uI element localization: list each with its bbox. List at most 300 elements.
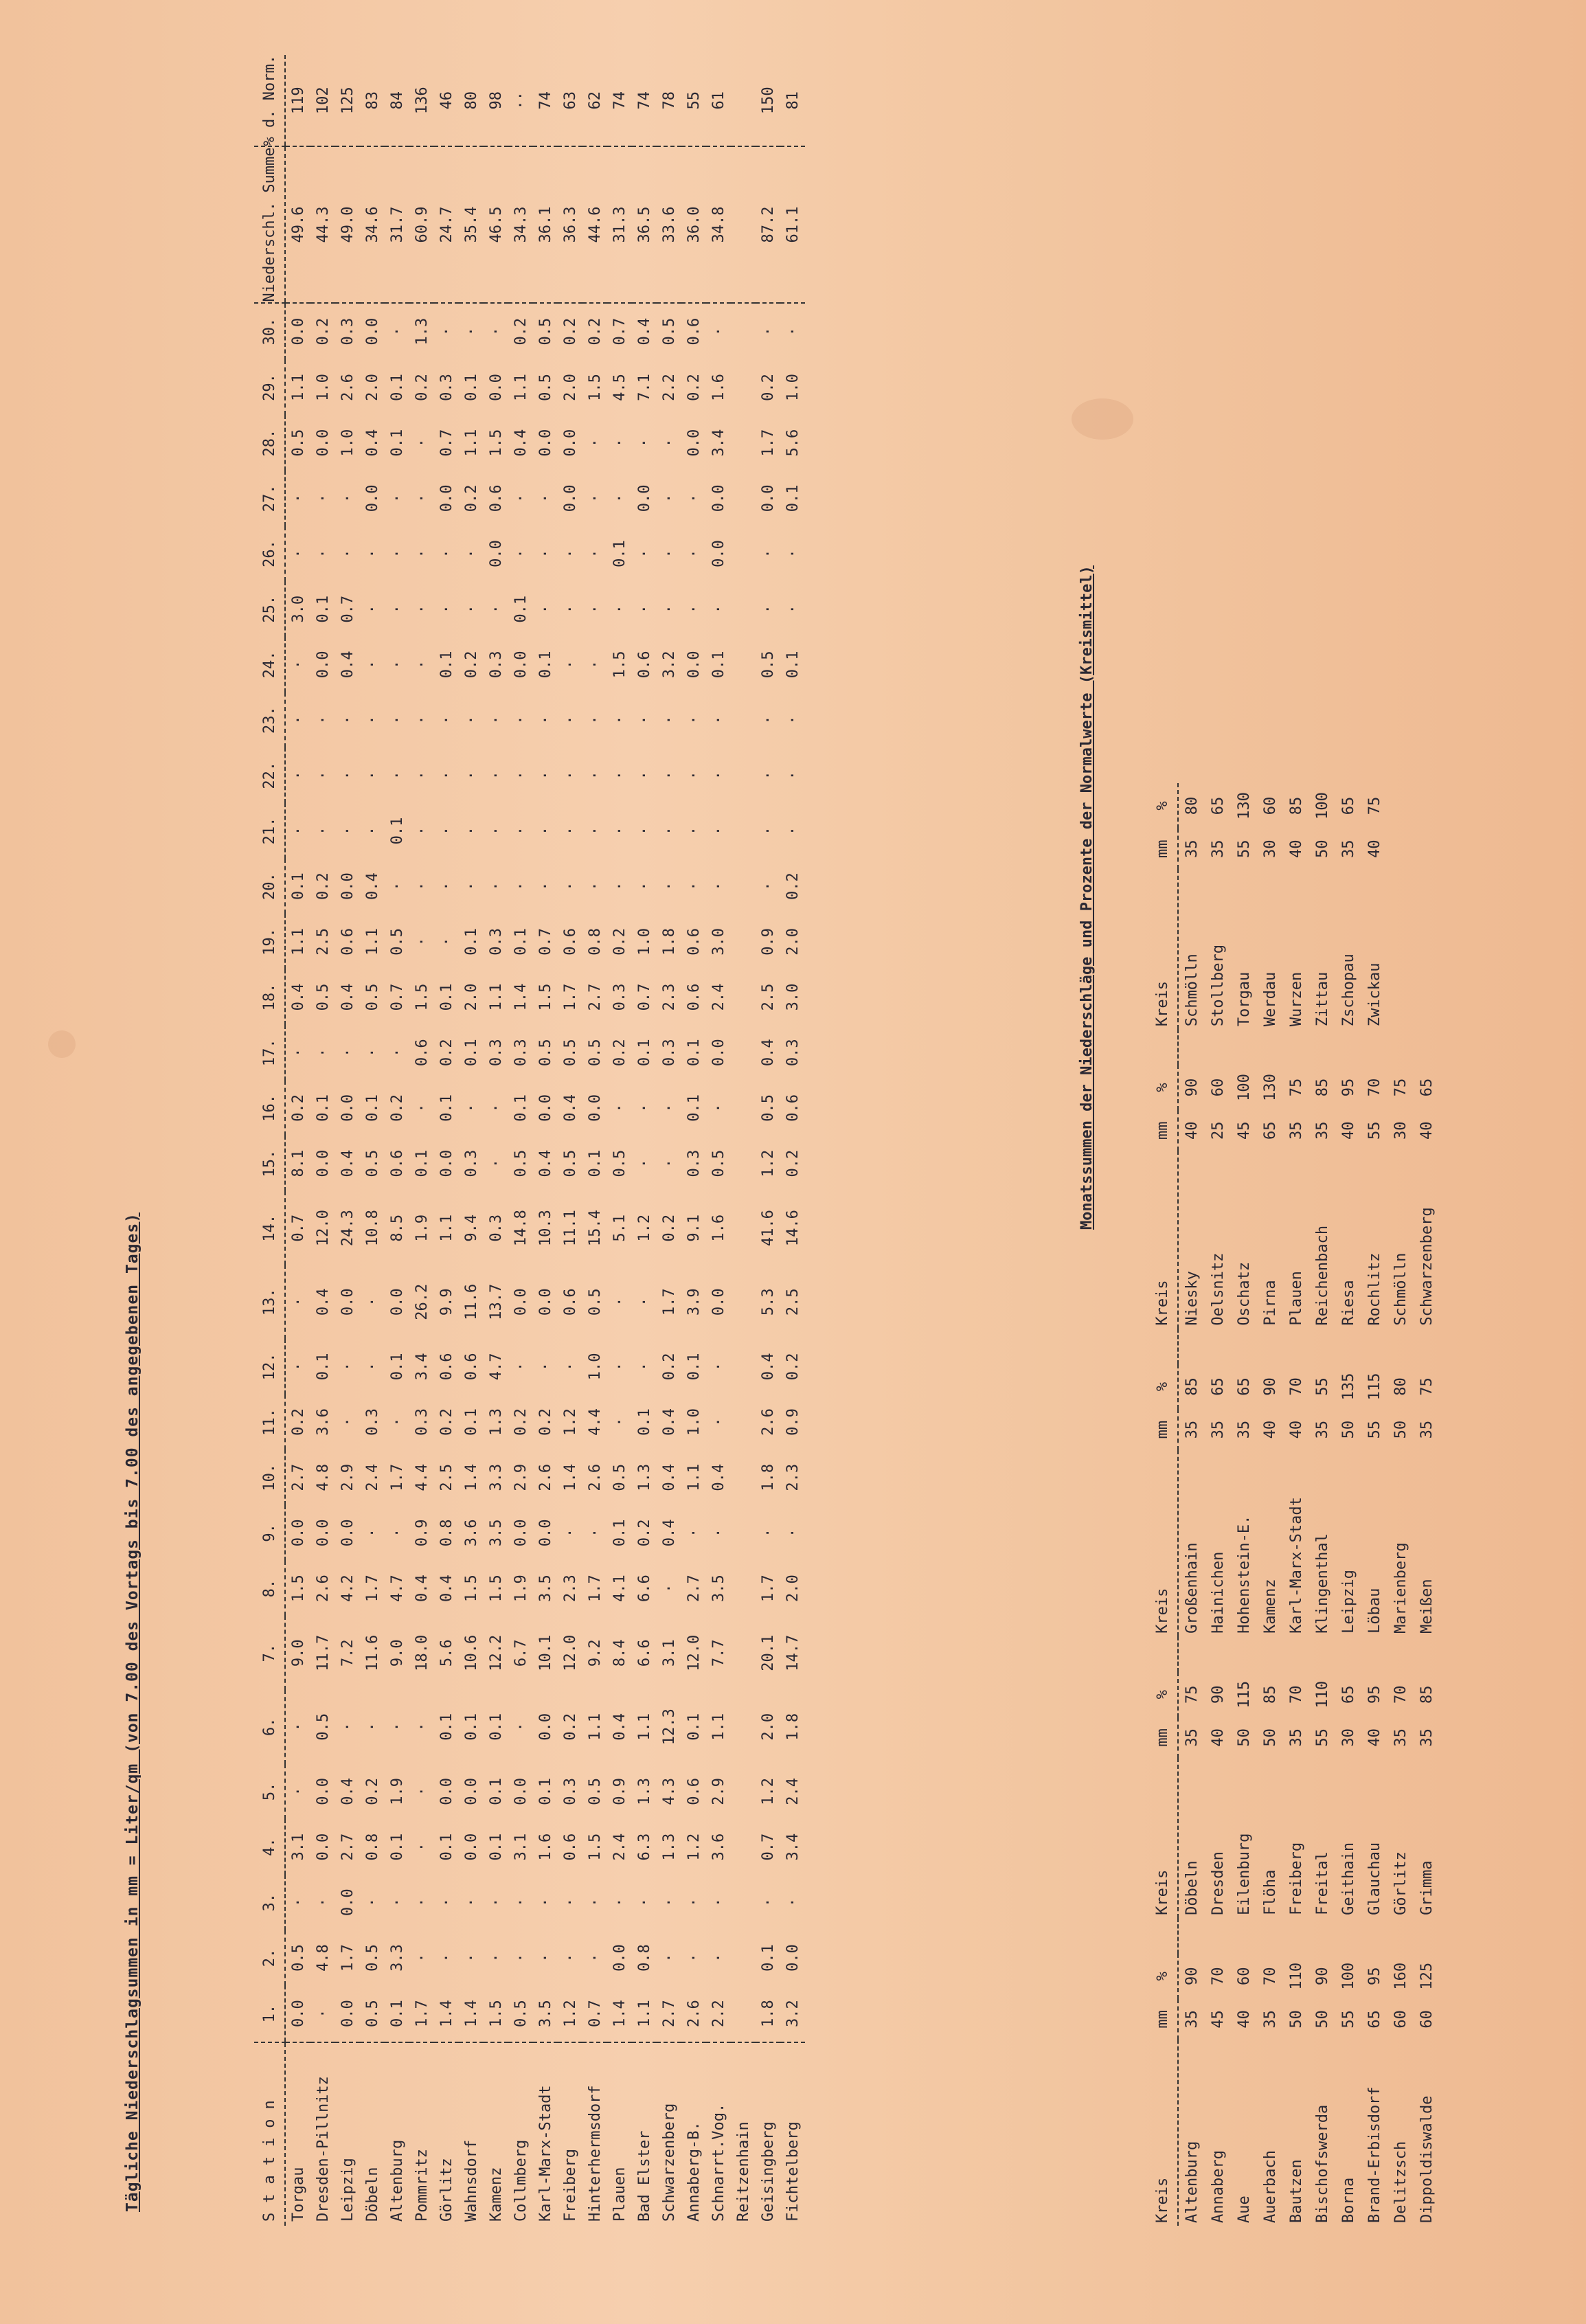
column-gap — [1231, 1029, 1257, 1065]
daily-value: · — [611, 715, 628, 725]
daily-value: 0.1 — [635, 1408, 653, 1436]
station-name: Geisingberg — [756, 2042, 780, 2226]
daily-value — [731, 1561, 756, 1616]
kreis-mm: 55 — [1339, 2010, 1357, 2029]
kreis-mm: 35 — [1287, 1121, 1305, 1140]
daily-value: 0.4 — [611, 1713, 628, 1741]
daily-value: 0.9 — [784, 1408, 802, 1436]
daily-value: 0.1 — [388, 429, 406, 457]
daily-value: 1.8 — [660, 927, 678, 956]
kreis-name: Eilenburg — [1235, 1833, 1253, 1915]
daily-value: 0.1 — [438, 1833, 455, 1861]
daily-value: · — [536, 771, 554, 780]
daily-value: · — [339, 1417, 356, 1427]
daily-value: 7.2 — [339, 1639, 356, 1667]
station-row — [582, 55, 607, 2226]
kreis-mm: 30 — [1261, 839, 1279, 858]
kreis-mm: 35 — [1261, 2010, 1279, 2029]
kreis-name: Dippoldiswalde — [1418, 2095, 1436, 2223]
station-row — [285, 55, 310, 2226]
daily-value: 0.0 — [487, 374, 505, 401]
kreis-name: Geithain — [1339, 1842, 1357, 1915]
daily-value: · — [388, 1722, 406, 1732]
kreis-name: Borna — [1339, 2177, 1357, 2223]
kreis-mm: 35 — [1209, 839, 1227, 858]
daily-value: · — [388, 549, 406, 559]
daily-value: 0.2 — [314, 317, 332, 346]
daily-value: · — [784, 1528, 802, 1538]
daily-value: 0.1 — [363, 1094, 381, 1122]
daily-value: 1.9 — [512, 1575, 530, 1602]
daily-value: 0.4 — [339, 1778, 356, 1805]
daily-value: · — [339, 493, 356, 503]
daily-value: 0.5 — [314, 1713, 332, 1741]
daily-value: 3.9 — [685, 1288, 703, 1316]
daily-value: 0.3 — [660, 1039, 678, 1067]
monthly-sum: 24.7 — [434, 146, 459, 302]
kreis-name: Pirna — [1261, 1280, 1279, 1326]
daily-value: 1.8 — [759, 2000, 777, 2028]
daily-value: 1.4 — [438, 2000, 455, 2028]
daily-value: 0.0 — [438, 484, 455, 512]
daily-value: 2.4 — [363, 1463, 381, 1491]
daily-value: · — [363, 1048, 381, 1057]
daily-value: 0.1 — [685, 1713, 703, 1741]
daily-value: · — [784, 715, 802, 725]
kreis-name: Löbau — [1366, 1588, 1383, 1634]
daily-value: 10.8 — [363, 1210, 381, 1247]
kreis-percent: 85 — [1261, 1685, 1279, 1704]
monthly-table-header — [1147, 783, 1178, 2226]
kreis-percent: 65 — [1209, 796, 1227, 815]
daily-value: · — [685, 715, 703, 725]
daily-value: 3.4 — [413, 1353, 431, 1381]
daily-value: · — [660, 605, 678, 614]
daily-value: 1.1 — [512, 374, 530, 401]
daily-value: · — [363, 659, 381, 669]
column-gap — [1387, 1329, 1414, 1364]
daily-value: · — [586, 438, 604, 448]
kreis-mm: 40 — [1287, 1420, 1305, 1439]
daily-value: 0.3 — [413, 1408, 431, 1436]
daily-value: · — [487, 826, 505, 836]
percent-of-normal: 83 — [360, 55, 385, 146]
daily-value: 0.0 — [784, 1944, 802, 1972]
percent-of-normal: 150 — [756, 55, 780, 146]
daily-value: 0.5 — [586, 1778, 604, 1805]
daily-value: · — [388, 326, 406, 337]
daily-value: 0.1 — [784, 484, 802, 512]
daily-value: 1.7 — [660, 1288, 678, 1316]
daily-value: 0.0 — [512, 1778, 530, 1805]
station-name: Collmberg — [508, 2042, 533, 2226]
day-column-header: 10. — [260, 1463, 278, 1491]
daily-value — [731, 1025, 756, 1081]
daily-value: 0.5 — [289, 429, 307, 457]
daily-value: 0.2 — [660, 1353, 678, 1381]
kreis-percent — [1414, 783, 1440, 828]
daily-value: · — [413, 1953, 431, 1963]
daily-value: 3.6 — [314, 1408, 332, 1436]
kreis-mm: 40 — [1366, 839, 1383, 858]
column-gap — [1231, 1918, 1257, 1954]
daily-value: · — [438, 715, 455, 725]
column-gap — [1335, 1918, 1361, 1954]
percent-column-header: % — [1147, 1065, 1178, 1110]
kreis-name: Marienberg — [1392, 1542, 1409, 1634]
kreis-mm: 35 — [1183, 1728, 1201, 1747]
daily-value: · — [438, 605, 455, 614]
daily-value: 1.4 — [561, 1463, 579, 1491]
station-row — [731, 55, 756, 2226]
daily-value — [731, 360, 756, 416]
station-row — [756, 55, 780, 2226]
daily-value: 0.4 — [339, 983, 356, 1011]
daily-value: · — [660, 1158, 678, 1169]
kreis-name: Karl-Marx-Stadt — [1287, 1497, 1305, 1634]
column-gap — [1361, 1918, 1387, 1954]
kreis-mm: 40 — [1339, 1121, 1357, 1140]
daily-value: · — [660, 438, 678, 448]
daily-value: 0.2 — [363, 1778, 381, 1805]
daily-value: · — [289, 1362, 307, 1371]
daily-value: · — [710, 881, 727, 891]
daily-value: 2.6 — [314, 1575, 332, 1602]
daily-value: 1.2 — [561, 1408, 579, 1436]
daily-value: 10.1 — [536, 1634, 554, 1671]
daily-value: · — [314, 1897, 332, 1907]
daily-value: · — [413, 438, 431, 448]
daily-value: 2.7 — [660, 2000, 678, 2028]
daily-value: 0.1 — [438, 1713, 455, 1741]
daily-value: · — [388, 771, 406, 780]
kreis-mm: 35 — [1183, 839, 1201, 858]
daily-value: · — [363, 549, 381, 559]
daily-value: 0.4 — [759, 1353, 777, 1381]
daily-value: · — [660, 826, 678, 836]
daily-value: · — [710, 1362, 727, 1371]
daily-value: · — [710, 605, 727, 614]
daily-value — [731, 415, 756, 471]
station-row — [360, 55, 385, 2226]
percent-of-normal: 125 — [335, 55, 360, 146]
kreis-percent: 130 — [1235, 792, 1253, 820]
kreis-mm: 50 — [1261, 1728, 1279, 1747]
column-gap — [1147, 1918, 1178, 1954]
sum-column-header: Niederschl. Summe — [254, 146, 285, 302]
daily-value: 0.5 — [561, 1149, 579, 1177]
daily-value: 1.0 — [314, 374, 332, 401]
daily-value: · — [710, 1528, 727, 1538]
kreis-mm: 55 — [1313, 1728, 1331, 1747]
kreis-mm: 35 — [1287, 1728, 1305, 1747]
daily-value: · — [388, 715, 406, 725]
daily-value: · — [438, 826, 455, 836]
kreis-mm: 35 — [1339, 839, 1357, 858]
daily-value: · — [710, 1103, 727, 1113]
station-name: Altenburg — [385, 2042, 409, 2226]
daily-value: 0.0 — [438, 1149, 455, 1177]
day-column-header: 27. — [260, 484, 278, 512]
daily-value: · — [561, 1362, 579, 1371]
station-name: Karl-Marx-Stadt — [533, 2042, 558, 2226]
daily-value: · — [710, 326, 727, 337]
daily-value: 2.2 — [710, 2000, 727, 2028]
daily-value: 0.4 — [710, 1463, 727, 1491]
monthly-sum: 36.0 — [681, 146, 706, 302]
daily-value: · — [339, 1362, 356, 1371]
daily-value: 0.0 — [314, 1778, 332, 1805]
kreis-name: Döbeln — [1183, 1860, 1201, 1915]
daily-value — [731, 1985, 756, 2042]
daily-value: · — [685, 493, 703, 503]
station-column-header: Station — [254, 2042, 285, 2226]
daily-value — [731, 1764, 756, 1820]
daily-value: 0.3 — [363, 1408, 381, 1436]
daily-value: · — [635, 826, 653, 836]
day-column-header: 18. — [260, 983, 278, 1011]
daily-value: 0.1 — [462, 927, 480, 956]
monthly-sum: 34.3 — [508, 146, 533, 302]
station-row — [657, 55, 681, 2226]
daily-value: 0.0 — [561, 429, 579, 457]
daily-value: 0.2 — [438, 1408, 455, 1436]
daily-value: 0.2 — [438, 1039, 455, 1067]
daily-value: 9.9 — [438, 1288, 455, 1316]
daily-value: · — [363, 1528, 381, 1538]
daily-value: 2.4 — [611, 1833, 628, 1861]
daily-value: 2.5 — [784, 1288, 802, 1316]
daily-value: 1.5 — [487, 429, 505, 457]
daily-value: 0.3 — [561, 1778, 579, 1805]
daily-value: 0.1 — [536, 1778, 554, 1805]
daily-value: 0.1 — [536, 651, 554, 679]
daily-value: 0.4 — [660, 1519, 678, 1547]
kreis-percent: 100 — [1235, 1074, 1253, 1101]
percent-of-normal: 63 — [558, 55, 582, 146]
daily-value: 0.0 — [314, 1519, 332, 1547]
daily-value: · — [512, 549, 530, 559]
daily-value: 0.7 — [289, 1214, 307, 1242]
daily-value: 3.0 — [289, 595, 307, 623]
kreis-percent: 60 — [1235, 1967, 1253, 1985]
kreis-mm: 40 — [1261, 1420, 1279, 1439]
daily-value: 0.4 — [413, 1575, 431, 1602]
daily-value: 3.1 — [512, 1833, 530, 1861]
daily-value: 3.0 — [710, 927, 727, 956]
daily-value: 0.3 — [462, 1149, 480, 1177]
daily-value: 0.0 — [314, 429, 332, 457]
daily-value: 1.7 — [759, 429, 777, 457]
daily-value: 14.7 — [784, 1634, 802, 1671]
daily-value: 1.0 — [685, 1408, 703, 1436]
daily-value: 14.8 — [512, 1210, 530, 1247]
kreis-percent: 65 — [1418, 1078, 1436, 1097]
kreis-name: Altenburg — [1183, 2141, 1201, 2223]
daily-value: · — [635, 771, 653, 780]
daily-value: · — [759, 826, 777, 836]
daily-value: 3.3 — [388, 1944, 406, 1972]
daily-value: 10.6 — [462, 1634, 480, 1671]
station-name: Wahnsdorf — [459, 2042, 484, 2226]
daily-value: 0.1 — [438, 1094, 455, 1122]
daily-value — [731, 637, 756, 692]
daily-value: 2.6 — [339, 374, 356, 401]
daily-value: · — [635, 1297, 653, 1307]
daily-value: · — [438, 326, 455, 337]
daily-value: · — [586, 493, 604, 503]
daily-value: 0.2 — [784, 1353, 802, 1381]
daily-value: · — [413, 1103, 431, 1113]
daily-value: 0.1 — [586, 1149, 604, 1177]
daily-value: 0.0 — [512, 651, 530, 679]
daily-value: · — [710, 715, 727, 725]
daily-value: · — [784, 1897, 802, 1907]
daily-value: · — [413, 1787, 431, 1796]
station-row — [632, 55, 657, 2226]
day-column-header: 12. — [260, 1353, 278, 1381]
daily-value: 3.2 — [660, 651, 678, 679]
daily-value: 0.6 — [685, 983, 703, 1011]
daily-value: 0.6 — [487, 484, 505, 512]
daily-value: 0.5 — [314, 983, 332, 1011]
monthly-totals-table — [1147, 783, 1440, 2226]
daily-value: · — [438, 881, 455, 891]
daily-value: 13.7 — [487, 1283, 505, 1320]
daily-value: · — [289, 715, 307, 725]
daily-value: 1.8 — [784, 1713, 802, 1741]
station-row — [409, 55, 434, 2226]
percent-column-header: % — [1147, 783, 1178, 828]
kreis-percent: 70 — [1209, 1967, 1227, 1985]
kreis-name: Aue — [1235, 2196, 1253, 2223]
daily-value: 1.7 — [388, 1463, 406, 1491]
day-column-header: 21. — [260, 817, 278, 845]
daily-value: · — [438, 1953, 455, 1963]
daily-value: 0.2 — [289, 1094, 307, 1122]
daily-value: · — [536, 881, 554, 891]
kreis-mm: 55 — [1366, 1121, 1383, 1140]
daily-value: 3.3 — [487, 1463, 505, 1491]
daily-value: 0.5 — [512, 2000, 530, 2028]
daily-value: 7.1 — [635, 374, 653, 401]
daily-value — [731, 1819, 756, 1875]
daily-value: 0.2 — [462, 484, 480, 512]
daily-value: · — [438, 549, 455, 559]
daily-value: · — [586, 826, 604, 836]
kreis-percent: 70 — [1392, 1685, 1409, 1704]
daily-value: 1.0 — [339, 429, 356, 457]
daily-value: · — [314, 493, 332, 503]
daily-value: · — [413, 493, 431, 503]
station-row — [706, 55, 731, 2226]
daily-value — [731, 1081, 756, 1136]
kreis-mm: 40 — [1287, 839, 1305, 858]
daily-value: · — [586, 549, 604, 559]
daily-value: · — [611, 1417, 628, 1427]
kreis-mm: 65 — [1261, 1121, 1279, 1140]
daily-value: 1.7 — [561, 983, 579, 1011]
daily-value: 1.0 — [586, 1353, 604, 1381]
kreis-mm: 35 — [1209, 1420, 1227, 1439]
kreis-name: Freiberg — [1287, 1842, 1305, 1915]
kreis-name: Annaberg — [1209, 2150, 1227, 2223]
daily-value: 0.0 — [685, 651, 703, 679]
daily-value: 2.3 — [561, 1575, 579, 1602]
column-gap — [1414, 1329, 1440, 1364]
daily-value: · — [685, 826, 703, 836]
daily-value: 1.1 — [438, 1214, 455, 1242]
daily-value: 20.1 — [759, 1634, 777, 1671]
kreis-mm: 55 — [1235, 839, 1253, 858]
daily-value: 0.0 — [710, 1288, 727, 1316]
daily-value: · — [413, 771, 431, 780]
daily-value: 0.1 — [388, 1353, 406, 1381]
daily-value: 0.6 — [339, 927, 356, 956]
daily-value: · — [611, 1362, 628, 1371]
daily-value: · — [314, 771, 332, 780]
daily-value: 0.0 — [462, 1778, 480, 1805]
daily-value: · — [710, 1897, 727, 1907]
daily-value: 0.3 — [487, 1214, 505, 1242]
daily-value: 0.2 — [759, 374, 777, 401]
daily-value: 1.7 — [339, 1944, 356, 1972]
daily-value: · — [685, 1528, 703, 1538]
station-name: Kamenz — [484, 2042, 508, 2226]
day-column-header: 1. — [260, 2004, 278, 2023]
daily-value: 2.7 — [339, 1833, 356, 1861]
daily-value: 6.6 — [635, 1575, 653, 1602]
daily-value: · — [660, 1103, 678, 1113]
daily-value: · — [660, 771, 678, 780]
kreis-percent: 60 — [1261, 796, 1279, 815]
daily-value: 1.4 — [462, 2000, 480, 2028]
daily-value — [731, 526, 756, 582]
column-gap — [1178, 1918, 1205, 1954]
daily-value: 0.1 — [314, 1094, 332, 1122]
daily-value: · — [586, 605, 604, 614]
daily-value: 0.4 — [635, 317, 653, 346]
percent-column-header: % d. Norm. — [254, 55, 285, 146]
daily-value — [731, 1449, 756, 1505]
daily-value: 11.6 — [363, 1634, 381, 1671]
daily-value: · — [759, 881, 777, 891]
day-column-header: 6. — [260, 1717, 278, 1737]
column-gap — [1361, 1329, 1387, 1364]
column-gap — [1387, 1636, 1414, 1672]
daily-value: 0.9 — [413, 1519, 431, 1547]
daily-value: · — [611, 493, 628, 503]
percent-of-normal: 74 — [533, 55, 558, 146]
station-name: Leipzig — [335, 2042, 360, 2226]
daily-value: · — [685, 1897, 703, 1907]
day-column-header: 29. — [260, 374, 278, 401]
daily-value: · — [512, 1953, 530, 1963]
kreis-percent: 85 — [1313, 1078, 1331, 1097]
daily-value: 6.7 — [512, 1639, 530, 1667]
daily-value: · — [635, 549, 653, 559]
daily-value: · — [462, 826, 480, 836]
daily-value: · — [611, 1897, 628, 1907]
daily-value: · — [289, 1722, 307, 1732]
column-gap — [1283, 1918, 1309, 1954]
daily-value: 0.1 — [462, 1408, 480, 1436]
daily-value: 0.5 — [710, 1149, 727, 1177]
daily-value: · — [611, 438, 628, 448]
daily-value: 0.5 — [759, 651, 777, 679]
daily-value: 0.0 — [363, 317, 381, 346]
daily-value: · — [561, 1953, 579, 1963]
